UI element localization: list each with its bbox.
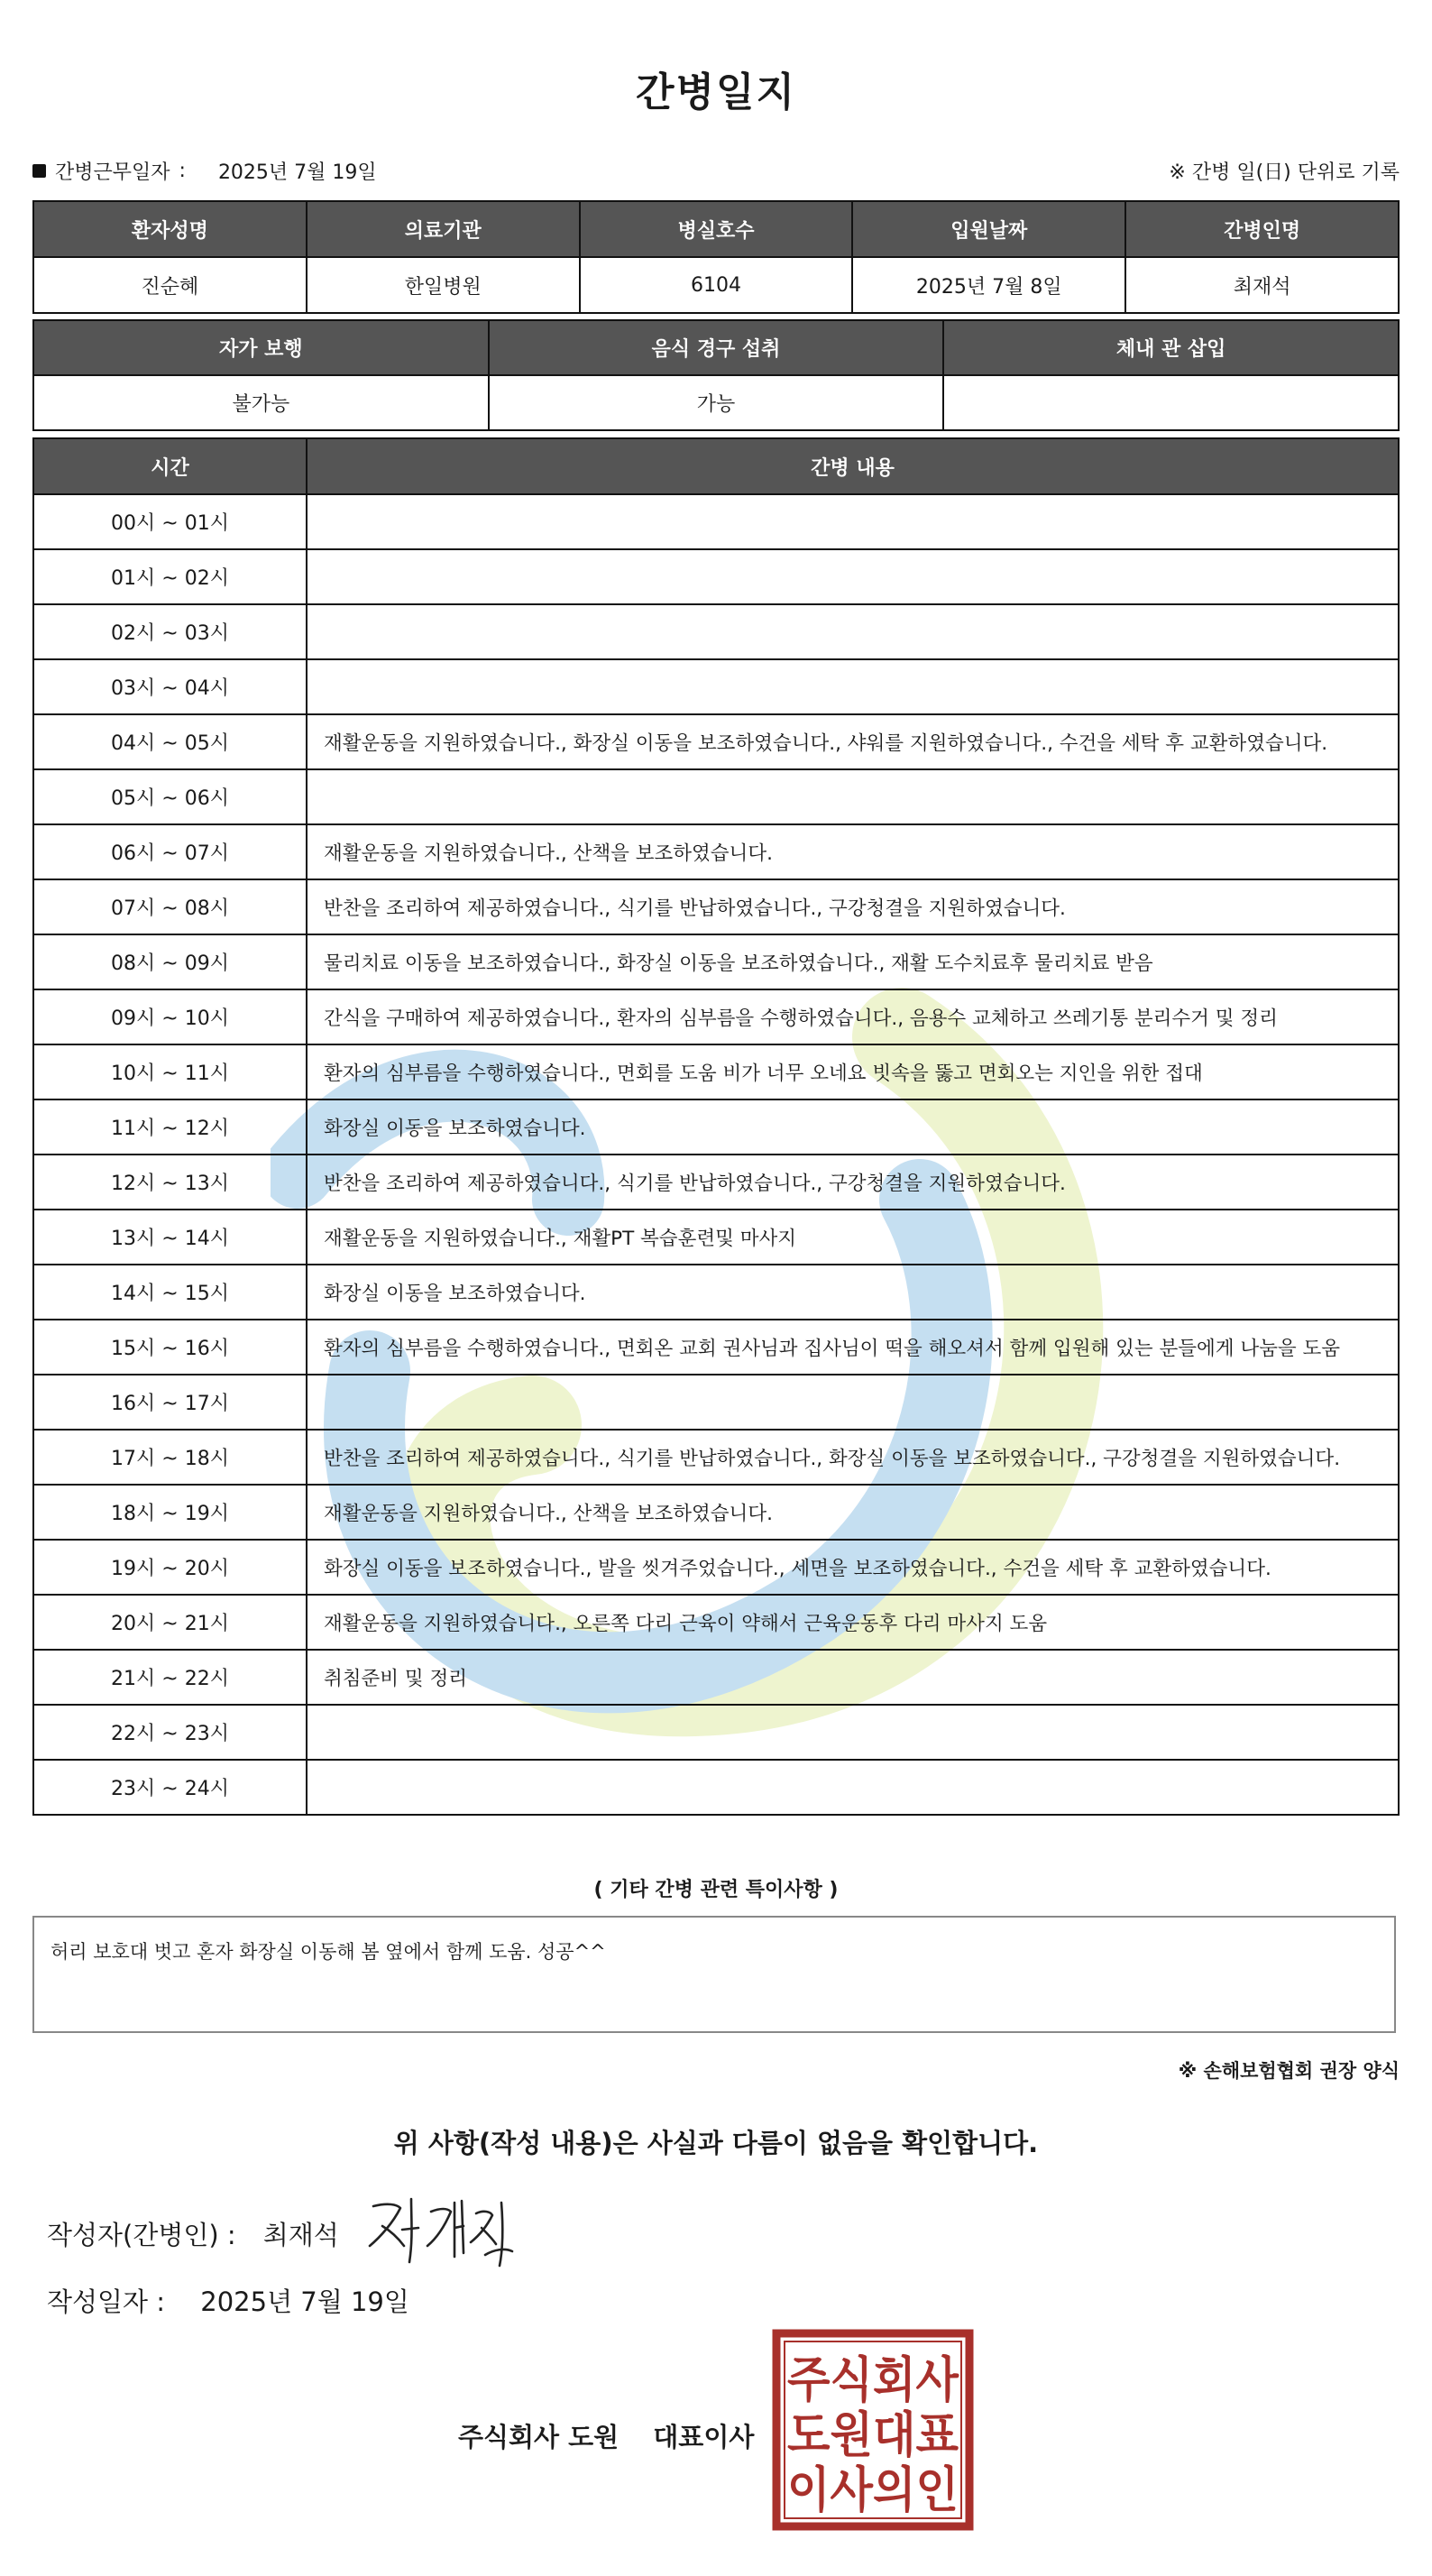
page-title: 간병일지 bbox=[635, 69, 796, 115]
patient-name-value: 진순혜 bbox=[33, 257, 307, 313]
notes-title: ( 기타 간병 관련 특이사항 ) bbox=[593, 1879, 839, 1901]
care-log-row bbox=[33, 1595, 1399, 1650]
care-log-content bbox=[307, 604, 1399, 659]
care-log-content: 재활운동을 지원하였습니다., 산책을 보조하였습니다. bbox=[307, 1485, 1399, 1540]
care-log-row bbox=[33, 1320, 1399, 1375]
header-admission-date: 입원날짜 bbox=[852, 201, 1125, 257]
seal-line-1: 주식회사 bbox=[787, 2351, 959, 2408]
care-log-time: 12시 ~ 13시 bbox=[33, 1155, 307, 1210]
care-log-row bbox=[33, 1155, 1399, 1210]
care-log-content: 화장실 이동을 보조하였습니다. bbox=[307, 1265, 1399, 1320]
writer-row bbox=[47, 2215, 339, 2252]
writer-label: 작성자(간병인) : bbox=[47, 2220, 236, 2250]
header-oral-intake: 음식 경구 섭취 bbox=[489, 320, 944, 375]
company-representative-title: 대표이사 bbox=[653, 2422, 755, 2452]
care-log-row bbox=[33, 1044, 1399, 1099]
care-log-row bbox=[33, 1760, 1399, 1815]
self-walking-value: 불가능 bbox=[33, 375, 489, 430]
care-log-row bbox=[33, 1705, 1399, 1760]
care-log-time: 13시 ~ 14시 bbox=[33, 1210, 307, 1265]
header-care-content: 간병 내용 bbox=[307, 438, 1399, 494]
company-name: 주식회사 도원 bbox=[458, 2422, 620, 2452]
room-number-value: 6104 bbox=[580, 257, 853, 313]
header-self-walking: 자가 보행 bbox=[33, 320, 489, 375]
care-log-content bbox=[307, 659, 1399, 714]
care-log-time: 01시 ~ 02시 bbox=[33, 549, 307, 604]
care-log-content bbox=[307, 1760, 1399, 1815]
care-log-time: 21시 ~ 22시 bbox=[33, 1650, 307, 1705]
caregiver-name-value: 최재석 bbox=[1125, 257, 1399, 313]
form-source-footnote: ※ 손해보험협회 권장 양식 bbox=[1178, 2060, 1400, 2082]
care-log-time: 19시 ~ 20시 bbox=[33, 1540, 307, 1595]
care-log-content: 화장실 이동을 보조하였습니다., 발을 씻겨주었습니다., 세면을 보조하였습니다., 수건을 세탁 후 교환하였습니다. bbox=[307, 1540, 1399, 1595]
care-log-row bbox=[33, 1430, 1399, 1485]
company-seal-stamp-icon bbox=[772, 2329, 974, 2531]
written-date-row bbox=[47, 2282, 409, 2319]
care-log-content: 환자의 심부름을 수행하였습니다., 면회를 도움 비가 너무 오네요 빗속을 뚫고 면회오는 지인을 위한 접대 bbox=[307, 1044, 1399, 1099]
care-log-time: 20시 ~ 21시 bbox=[33, 1595, 307, 1650]
work-date-row bbox=[32, 157, 1400, 185]
care-log-time: 18시 ~ 19시 bbox=[33, 1485, 307, 1540]
care-log-content: 재활운동을 지원하였습니다., 산책을 보조하였습니다. bbox=[307, 824, 1399, 879]
writer-name: 최재석 bbox=[262, 2220, 339, 2250]
confirmation-statement: 위 사항(작성 내용)은 사실과 다름이 없음을 확인합니다. bbox=[393, 2128, 1039, 2158]
patient-ability-table bbox=[32, 319, 1400, 431]
care-log-content: 재활운동을 지원하였습니다., 화장실 이동을 보조하였습니다., 샤워를 지원하였습니다., 수건을 세탁 후 교환하였습니다. bbox=[307, 714, 1399, 769]
care-log-row bbox=[33, 879, 1399, 934]
work-date-label: 간병근무일자 bbox=[55, 161, 170, 184]
care-log-time: 07시 ~ 08시 bbox=[33, 879, 307, 934]
care-log-content: 반찬을 조리하여 제공하였습니다., 식기를 반납하였습니다., 화장실 이동을 보조하였습니다., 구강청결을 지원하였습니다. bbox=[307, 1430, 1399, 1485]
care-log-content: 간식을 구매하여 제공하였습니다., 환자의 심부름을 수행하였습니다., 음용수 교체하고 쓰레기통 분리수거 및 정리 bbox=[307, 989, 1399, 1044]
care-log-time: 08시 ~ 09시 bbox=[33, 934, 307, 989]
care-log-time: 06시 ~ 07시 bbox=[33, 824, 307, 879]
care-log-time: 11시 ~ 12시 bbox=[33, 1099, 307, 1155]
special-notes-box bbox=[32, 1916, 1396, 2033]
seal-line-3: 이사의인 bbox=[787, 2461, 959, 2518]
care-log-content bbox=[307, 1375, 1399, 1430]
care-log-table bbox=[32, 437, 1400, 1816]
record-unit-note: ※ 간병 일(日) 단위로 기록 bbox=[1169, 161, 1400, 184]
care-log-content: 물리치료 이동을 보조하였습니다., 화장실 이동을 보조하였습니다., 재활 도수치료후 물리치료 받음 bbox=[307, 934, 1399, 989]
tube-insertion-value bbox=[943, 375, 1399, 430]
ability-header-row bbox=[33, 320, 1399, 375]
care-log-content: 반찬을 조리하여 제공하였습니다., 식기를 반납하였습니다., 구강청결을 지원하였습니다. bbox=[307, 879, 1399, 934]
care-log-row bbox=[33, 659, 1399, 714]
care-log-row bbox=[33, 1540, 1399, 1595]
header-room-number: 병실호수 bbox=[580, 201, 853, 257]
care-log-content: 취침준비 및 정리 bbox=[307, 1650, 1399, 1705]
care-log-content: 화장실 이동을 보조하였습니다. bbox=[307, 1099, 1399, 1155]
care-log-row bbox=[33, 1265, 1399, 1320]
care-log-body bbox=[33, 494, 1399, 1815]
patient-info-value-row bbox=[33, 257, 1399, 313]
care-log-content: 재활운동을 지원하였습니다., 오른쪽 다리 근육이 약해서 근육운동후 다리 마사지 도움 bbox=[307, 1595, 1399, 1650]
care-log-time: 22시 ~ 23시 bbox=[33, 1705, 307, 1760]
patient-info-table bbox=[32, 200, 1400, 314]
care-log-time: 17시 ~ 18시 bbox=[33, 1430, 307, 1485]
care-log-time: 04시 ~ 05시 bbox=[33, 714, 307, 769]
special-notes-text: 허리 보호대 벗고 혼자 화장실 이동해 봄 옆에서 함께 도움. 성공^^ bbox=[50, 1941, 606, 1963]
header-hospital: 의료기관 bbox=[307, 201, 580, 257]
care-log-time: 23시 ~ 24시 bbox=[33, 1760, 307, 1815]
header-tube-insertion: 체내 관 삽입 bbox=[943, 320, 1399, 375]
care-log-row bbox=[33, 1375, 1399, 1430]
header-caregiver-name: 간병인명 bbox=[1125, 201, 1399, 257]
company-signature-line bbox=[458, 2417, 754, 2454]
header-patient-name: 환자성명 bbox=[33, 201, 307, 257]
written-date-value: 2025년 7월 19일 bbox=[200, 2286, 409, 2317]
patient-info-header-row bbox=[33, 201, 1399, 257]
care-log-content: 환자의 심부름을 수행하였습니다., 면회온 교회 권사님과 집사님이 떡을 해오셔서 함께 입원해 있는 분들에게 나눔을 도움 bbox=[307, 1320, 1399, 1375]
care-log-row bbox=[33, 1650, 1399, 1705]
admission-date-value: 2025년 7월 8일 bbox=[852, 257, 1125, 313]
header-time: 시간 bbox=[33, 438, 307, 494]
care-log-time: 09시 ~ 10시 bbox=[33, 989, 307, 1044]
care-log-row bbox=[33, 934, 1399, 989]
work-date-value: 2025년 7월 19일 bbox=[217, 161, 377, 184]
care-log-header-row bbox=[33, 438, 1399, 494]
care-log-row bbox=[33, 1485, 1399, 1540]
written-date-label: 작성일자 : bbox=[47, 2286, 166, 2317]
handwritten-signature-icon bbox=[361, 2190, 523, 2271]
hospital-value: 한일병원 bbox=[307, 257, 580, 313]
care-log-time: 16시 ~ 17시 bbox=[33, 1375, 307, 1430]
care-log-row bbox=[33, 1099, 1399, 1155]
care-log-time: 10시 ~ 11시 bbox=[33, 1044, 307, 1099]
oral-intake-value: 가능 bbox=[489, 375, 944, 430]
care-log-time: 02시 ~ 03시 bbox=[33, 604, 307, 659]
care-log-row bbox=[33, 1210, 1399, 1265]
care-log-content bbox=[307, 1705, 1399, 1760]
care-log-row bbox=[33, 824, 1399, 879]
work-date-separator: : bbox=[179, 160, 186, 182]
care-log-row bbox=[33, 714, 1399, 769]
ability-value-row bbox=[33, 375, 1399, 430]
care-log-content: 재활운동을 지원하였습니다., 재활PT 복습훈련및 마사지 bbox=[307, 1210, 1399, 1265]
care-log-time: 05시 ~ 06시 bbox=[33, 769, 307, 824]
care-log-time: 14시 ~ 15시 bbox=[33, 1265, 307, 1320]
care-log-time: 03시 ~ 04시 bbox=[33, 659, 307, 714]
square-bullet-icon bbox=[32, 164, 46, 178]
care-log-content bbox=[307, 494, 1399, 549]
care-log-row bbox=[33, 769, 1399, 824]
care-log-time: 15시 ~ 16시 bbox=[33, 1320, 307, 1375]
seal-line-2: 도원대표 bbox=[787, 2406, 959, 2463]
care-log-row bbox=[33, 494, 1399, 549]
care-log-content: 반찬을 조리하여 제공하였습니다., 식기를 반납하였습니다., 구강청결을 지원하였습니다. bbox=[307, 1155, 1399, 1210]
care-log-content bbox=[307, 769, 1399, 824]
care-log-row bbox=[33, 549, 1399, 604]
care-log-row bbox=[33, 604, 1399, 659]
care-log-content bbox=[307, 549, 1399, 604]
care-log-time: 00시 ~ 01시 bbox=[33, 494, 307, 549]
care-log-row bbox=[33, 989, 1399, 1044]
